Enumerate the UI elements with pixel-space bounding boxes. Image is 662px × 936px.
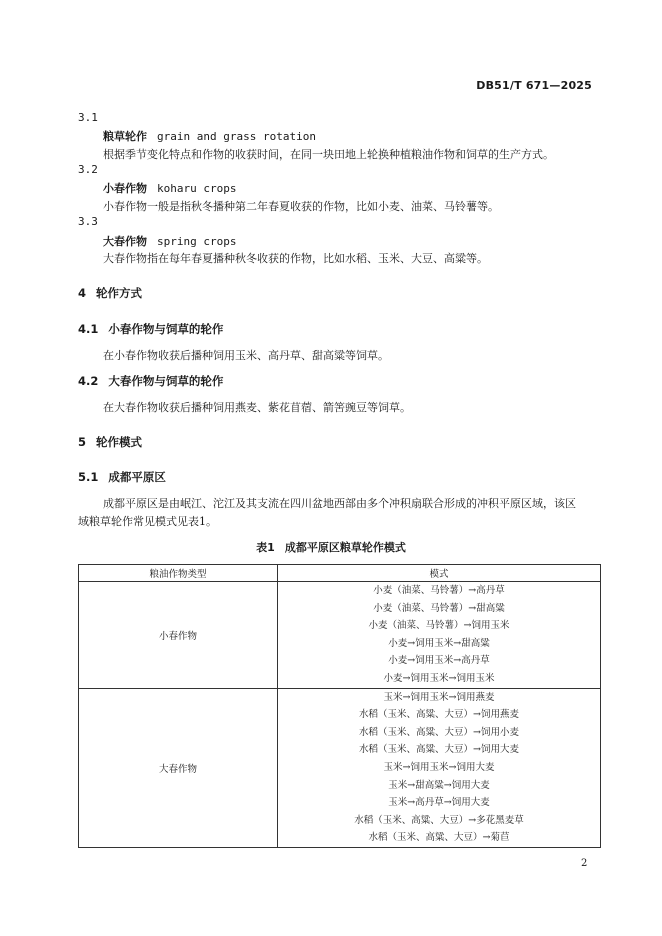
- paragraph: 在小春作物收获后播种饲用玉米、高丹草、甜高粱等饲草。: [103, 349, 389, 362]
- mode-item: 水稻（玉米、高粱、大豆）→菊苣: [368, 832, 510, 844]
- section-title: 大春作物与饲草的轮作: [108, 374, 224, 388]
- paragraph: 在大春作物收获后播种饲用燕麦、紫花苜蓿、箭筈豌豆等饲草。: [103, 401, 411, 414]
- subsection-heading-4-1: [78, 321, 223, 337]
- term-heading: [103, 233, 236, 249]
- section-number: 5.1: [78, 470, 99, 484]
- term-cn: 大春作物: [103, 235, 147, 248]
- term-heading: [103, 128, 316, 144]
- term-number: 3.1: [78, 111, 98, 124]
- crop-type-cell: 小春作物: [79, 582, 278, 689]
- table-caption-number: 表1: [256, 541, 275, 554]
- mode-item: 小麦（油菜、马铃薯）→饲用玉米: [368, 620, 510, 632]
- mode-cell: [278, 582, 601, 689]
- column-header-type: 粮油作物类型: [79, 565, 278, 582]
- mode-item: 小麦→饲用玉米→高丹草: [388, 655, 490, 667]
- section-title: 小春作物与饲草的轮作: [108, 322, 224, 336]
- table-row: [79, 688, 601, 847]
- table-row: [79, 582, 601, 689]
- term-heading: [103, 180, 236, 196]
- mode-item: 玉米→饲用玉米→饲用大麦: [383, 761, 495, 773]
- table-caption: [0, 539, 662, 555]
- term-en: koharu crops: [157, 182, 237, 195]
- mode-item: 小麦（油菜、马铃薯）→甜高粱: [373, 602, 505, 614]
- mode-item: 玉米→饲用玉米→饲用燕麦: [383, 691, 495, 703]
- table-header-row: [79, 565, 601, 582]
- rotation-table: [78, 564, 601, 848]
- term-cn: 粮草轮作: [103, 130, 147, 143]
- mode-item: 玉米→甜高粱→饲用大麦: [388, 779, 490, 791]
- term-definition: 根据季节变化特点和作物的收获时间，在同一块田地上轮换种植粮油作物和饲草的生产方式。: [103, 148, 554, 161]
- term-definition: 小春作物一般是指秋冬播种第二年春夏收获的作物，比如小麦、油菜、马铃薯等。: [103, 200, 499, 213]
- mode-item: 水稻（玉米、高粱、大豆）→饲用小麦: [359, 726, 519, 738]
- page-number: 2: [581, 858, 588, 869]
- section-number: 5: [78, 435, 87, 449]
- term-number: 3.3: [78, 215, 98, 228]
- mode-item: 小麦（油菜、马铃薯）→高丹草: [373, 585, 505, 596]
- mode-item: 水稻（玉米、高粱、大豆）→饲用燕麦: [359, 709, 519, 721]
- term-en: grain and grass rotation: [157, 130, 316, 143]
- term-number: 3.2: [78, 163, 98, 176]
- mode-item: 玉米→高丹草→饲用大麦: [388, 797, 490, 809]
- mode-item: 小麦→饲用玉米→甜高粱: [388, 637, 490, 649]
- section-title: 轮作方式: [96, 286, 143, 300]
- section-number: 4: [78, 286, 87, 300]
- column-header-mode: 模式: [278, 565, 601, 582]
- section-heading-4: [78, 285, 142, 301]
- section-heading-5: [78, 434, 142, 450]
- crop-type-cell: 大春作物: [79, 688, 278, 847]
- subsection-heading-4-2: [78, 373, 223, 389]
- mode-item: 水稻（玉米、高粱、大豆）→多花黑麦草: [354, 814, 524, 826]
- mode-item: 水稻（玉米、高粱、大豆）→饲用大麦: [359, 744, 519, 756]
- paragraph-line: 域粮草轮作常见模式见表1。: [78, 515, 217, 528]
- term-en: spring crops: [157, 235, 237, 248]
- term-definition: 大春作物指在每年春夏播种秋冬收获的作物，比如水稻、玉米、大豆、高粱等。: [103, 252, 488, 265]
- subsection-heading-5-1: [78, 469, 166, 485]
- paragraph-line: 成都平原区是由岷江、沱江及其支流在四川盆地西部由多个冲积扇联合形成的冲积平原区域，该区: [103, 497, 576, 510]
- mode-item: 小麦→饲用玉米→饲用玉米: [383, 672, 495, 684]
- section-title: 轮作模式: [96, 435, 143, 449]
- section-number: 4.2: [78, 374, 99, 388]
- table-caption-title: 成都平原区粮草轮作模式: [284, 541, 406, 554]
- term-cn: 小春作物: [103, 182, 147, 195]
- section-number: 4.1: [78, 322, 99, 336]
- section-title: 成都平原区: [108, 470, 166, 484]
- document-code: DB51/T 671—2025: [476, 79, 592, 92]
- mode-cell: [278, 688, 601, 847]
